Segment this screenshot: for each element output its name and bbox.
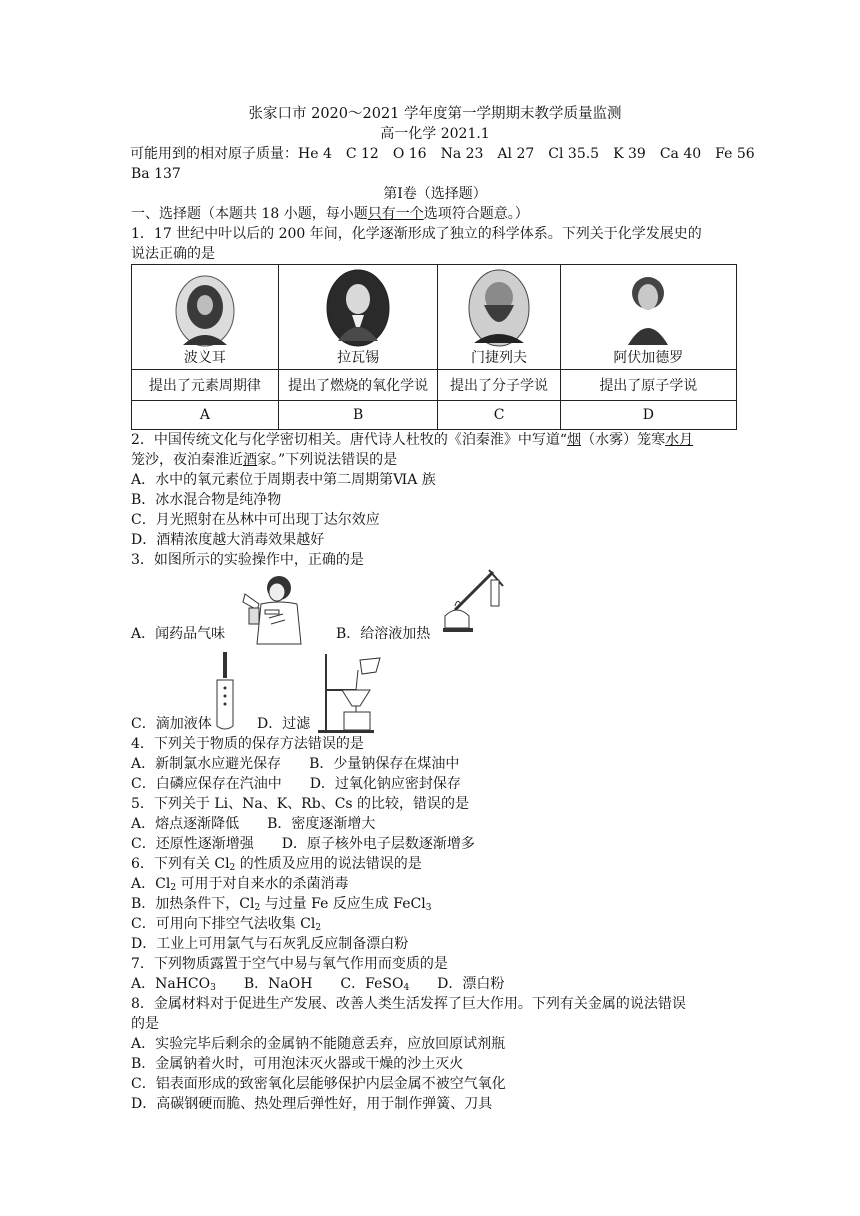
q6-c-a: C．可用向下排空气法收集 Cl	[131, 916, 316, 932]
q8-stem-line1: 8．金属材料对于促进生产发展、改善人类生活发挥了巨大作用。下列有关金属的说法错误	[131, 996, 686, 1012]
q6-a-b: 可用于对自来水的杀菌消毒	[176, 876, 349, 892]
option-cell-a: A	[132, 401, 279, 430]
statement-cell-1: 提出了元素周期律	[132, 370, 279, 401]
q1-scientist-table	[131, 264, 737, 430]
section-intro-suffix: 选项符合题意。）	[423, 206, 529, 222]
q6-option-d: D．工业上可用氯气与石灰乳反应制备漂白粉	[131, 936, 409, 952]
atomic-masses-line2: Ba 137	[131, 166, 181, 182]
exam-page	[130, 104, 755, 1114]
q3-option-c: C．滴加液体	[131, 716, 212, 732]
q7-a-sub: 3	[210, 983, 216, 993]
q6-b-sub2: 3	[425, 903, 432, 913]
q6-stem-a: 6．下列有关 Cl	[131, 856, 230, 872]
q2-line1-u2: 水月	[665, 432, 694, 448]
filtration-figure-icon	[316, 650, 406, 734]
q4-options-line1: A．新制氯水应避光保存 B．少量钠保存在煤油中	[131, 756, 460, 772]
q6-b-a: B．加热条件下，Cl	[131, 896, 255, 912]
q3-option-d: D．过滤	[257, 716, 311, 732]
avogadro-portrait-icon	[620, 271, 676, 347]
lavoisier-portrait-icon	[326, 269, 390, 347]
q2-option-d: D．酒精浓度越大消毒效果越好	[131, 532, 325, 548]
q6-stem-sub: 2	[229, 863, 236, 873]
scientist-name-1: 波义耳	[183, 350, 226, 366]
q4-stem: 4．下列关于物质的保存方法错误的是	[131, 736, 364, 752]
q6-a-a: A．Cl	[131, 876, 171, 892]
q6-option-c	[131, 914, 739, 934]
q8-option-d: D．高碳钢硬而脆、热处理后弹性好，用于制作弹簧、刀具	[131, 1096, 493, 1112]
q7-c-sub: 4	[403, 983, 410, 993]
q3-option-a: A．闻药品气味	[131, 626, 226, 642]
section-intro-underline: 只有一个	[367, 206, 424, 222]
q4-options-line2: C．白磷应保存在汽油中 D．过氧化钠应密封保存	[131, 776, 461, 792]
q6-stem	[131, 854, 739, 874]
exam-title: 张家口市 2020～2021 学年度第一学期期末教学质量监测	[248, 106, 622, 122]
q1-stem-line1: 1．17 世纪中叶以后的 200 年间，化学逐渐形成了独立的科学体系。下列关于化学发展史的	[131, 226, 702, 242]
statement-cell-4: 提出了原子学说	[560, 370, 736, 401]
option-cell-b: B	[278, 401, 438, 430]
q6-b-sub1: 2	[254, 903, 261, 913]
q6-stem-b: 的性质及应用的说法错误的是	[235, 856, 422, 872]
q2-line2-u: 酒	[243, 452, 257, 468]
q3-stem: 3．如图所示的实验操作中，正确的是	[131, 552, 364, 568]
mendeleev-portrait-icon	[468, 269, 530, 347]
q3-figure-row-ab	[131, 570, 739, 650]
section-intro-prefix: 一、选择题（本题共 18 小题，每小题	[131, 206, 368, 222]
smelling-chemical-figure-icon	[239, 574, 309, 646]
q2-option-b: B．冰水混合物是纯净物	[131, 492, 282, 508]
q2-stem-line2	[131, 450, 739, 470]
section-intro	[131, 204, 739, 224]
scientist-name-3: 门捷列夫	[471, 350, 528, 366]
q5-options-line1: A．熔点逐渐降低 B．密度逐渐增大	[131, 816, 376, 832]
q8-stem-line2: 的是	[131, 1016, 159, 1032]
q6-c-sub: 2	[315, 923, 322, 933]
scientist-name-4: 阿伏加德罗	[613, 350, 684, 366]
q7-stem: 7．下列物质露置于空气中易与氧气作用而变质的是	[131, 956, 448, 972]
q7-d: D．漂白粉	[437, 976, 505, 992]
q2-stem-line1	[131, 430, 739, 450]
q8-option-c: C．铝表面形成的致密氧化层能够保护内层金属不被空气氧化	[131, 1076, 506, 1092]
exam-subtitle: 高一化学 2021.1	[380, 126, 490, 142]
portrait-cell-mendeleev	[438, 265, 560, 370]
statement-cell-2: 提出了燃烧的氧化学说	[278, 370, 438, 401]
q8-option-a: A．实验完毕后剩余的金属钠不能随意丢弃，应放回原试剂瓶	[131, 1036, 506, 1052]
q5-stem: 5．下列关于 Li、Na、K、Rb、Cs 的比较，错误的是	[131, 796, 470, 812]
q2-option-c: C．月光照射在丛林中可出现丁达尔效应	[131, 512, 380, 528]
boyle-portrait-icon	[175, 275, 235, 347]
q3-figure-row-cd	[131, 650, 739, 734]
q6-b-b: 与过量 Fe 反应生成 FeCl	[260, 896, 426, 912]
q1-stem-line2: 说法正确的是	[131, 246, 215, 262]
section-title: 第Ⅰ卷（选择题）	[383, 186, 487, 202]
portrait-cell-avogadro	[560, 265, 736, 370]
q3-option-b: B．给溶液加热	[336, 626, 431, 642]
portrait-cell-boyle	[132, 265, 279, 370]
atomic-masses-line1: 可能用到的相对原子质量：He 4 C 12 O 16 Na 23 Al 27 Cl 35.5 K 39 Ca 40 Fe 56	[130, 146, 755, 162]
heating-solution-figure-icon	[435, 566, 505, 636]
option-cell-c: C	[438, 401, 560, 430]
q2-line1-a: 2．中国传统文化与化学密切相关。唐代诗人杜牧的《泊秦淮》中写道“	[131, 432, 568, 448]
scientist-name-2: 拉瓦锡	[337, 350, 380, 366]
dropper-test-tube-figure-icon	[213, 652, 237, 732]
q2-option-a: A．水中的氧元素位于周期表中第二周期第ⅥA 族	[131, 472, 436, 488]
q7-a: A．NaHCO	[131, 976, 211, 992]
q6-option-b	[131, 894, 739, 914]
q2-line1-b: （水雾）笼寒	[581, 432, 666, 448]
q2-line1-u1: 烟	[567, 432, 582, 448]
q7-b: B．NaOH	[243, 976, 313, 992]
q5-options-line2: C．还原性逐渐增强 D．原子核外电子层数逐渐增多	[131, 836, 475, 852]
option-cell-d: D	[560, 401, 736, 430]
q7-options	[131, 974, 739, 994]
q7-c: C．FeSO	[340, 976, 404, 992]
statement-cell-3: 提出了分子学说	[438, 370, 560, 401]
portrait-cell-lavoisier	[278, 265, 438, 370]
q6-option-a	[131, 874, 739, 894]
q2-line2-a: 笼沙，夜泊秦淮近	[131, 452, 243, 468]
q6-a-sub: 2	[170, 883, 177, 893]
q2-line2-b: 家。”下列说法错误的是	[257, 452, 398, 468]
q8-option-b: B．金属钠着火时，可用泡沫灭火器或干燥的沙土灭火	[131, 1056, 464, 1072]
